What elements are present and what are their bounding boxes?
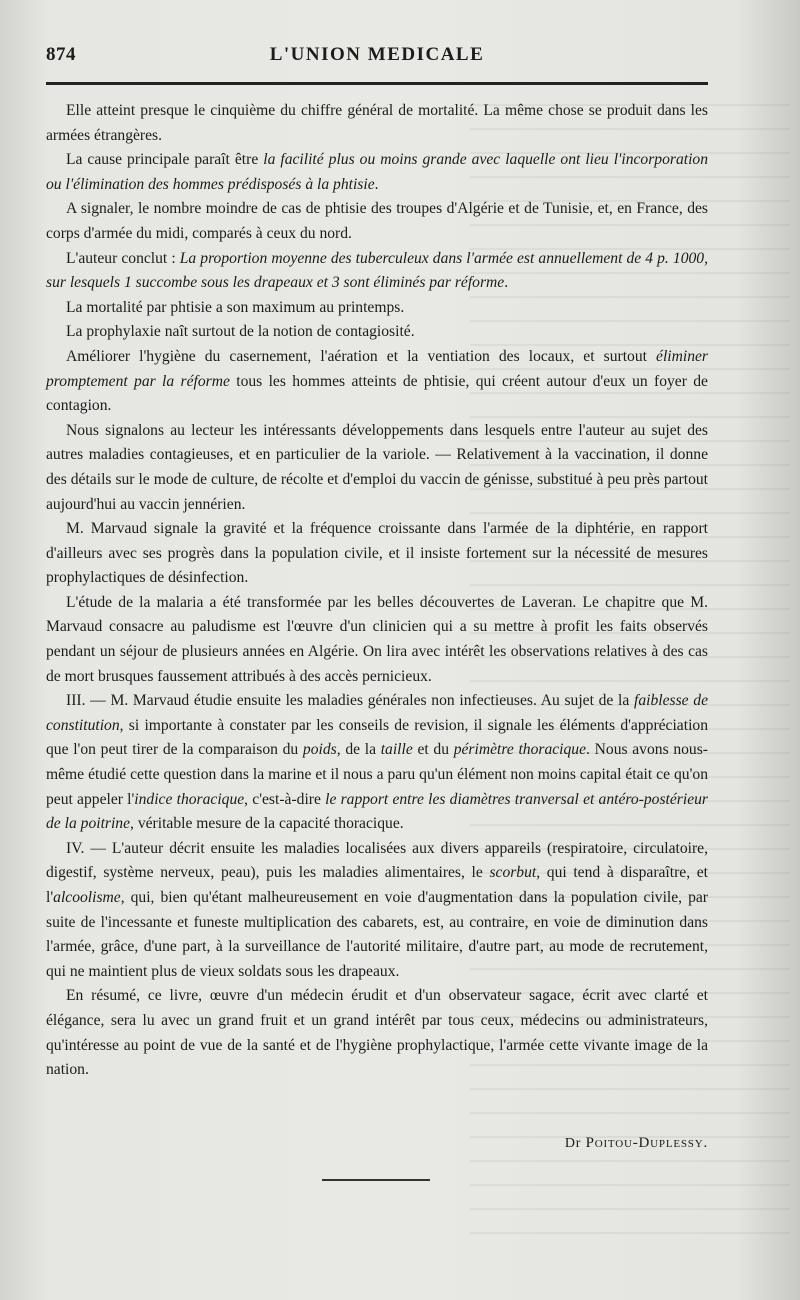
paragraph [46, 320, 708, 345]
italic-text: faiblesse de constitution [46, 692, 709, 734]
text-run: La mortalité par phtisie a son maximum au printemps. [66, 298, 405, 316]
text-run: La cause principale paraît être [66, 151, 264, 169]
italic-text: scorbut [489, 864, 537, 882]
paragraph [46, 984, 708, 1082]
text-run: Nous signalons au lecteur les intéressants développements dans lesquels entre l'auteur au sujet des autres maladies contagieuses, et en particulier de la variole. — Relativement à la vaccination, il donne des détails sur le mode de culture, de récolte et d'emploi du vaccin de génisse, substitué à peu près partout aujourd'hui au vaccin jennérien. [46, 421, 708, 513]
italic-text: le rapport entre les diamètres tranversal et antéro-postérieur de la poitrine [46, 790, 708, 833]
paragraph [46, 345, 708, 419]
text-run: IV. — L'auteur décrit ensuite les maladies localisées aux divers appareils (respiratoire, circulatoire, digestif, système nerveux, peau), puis les maladies alimentaires, le [46, 839, 708, 882]
paragraph [46, 99, 708, 148]
text-run: , qui tend à disparaître, et l' [46, 864, 709, 906]
italic-text: indice thoracique [134, 790, 245, 808]
text-run: , si importante à constater par les conseils de revision, il signale les éléments d'appréciation que l'on peut tirer de la comparaison du [46, 716, 708, 759]
text-run: , de la [336, 741, 381, 759]
text-run: Améliorer l'hygiène du casernement, l'aération et la ventiation des locaux, et surtout [66, 347, 657, 365]
end-rule [322, 1179, 430, 1181]
text-run: . [504, 274, 509, 292]
paragraph [46, 247, 708, 296]
paragraph [46, 197, 708, 246]
page-header [46, 44, 708, 74]
paragraph [46, 419, 708, 517]
italic-text: alcoolisme [53, 889, 121, 906]
paragraph [46, 296, 708, 321]
paragraph [46, 517, 708, 591]
text-run: tous les hommes atteints de phtisie, qui créent autour d'eux un foyer de contagion. [46, 372, 708, 415]
paragraph [46, 837, 708, 985]
italic-text: périmètre thoracique [453, 741, 587, 759]
signature-name: Poitou-Duplessy. [585, 1135, 708, 1151]
text-run: L'étude de la malaria a été transformée par les belles découvertes de Laveran. Le chapitre que M. Marvaud consacre au paludisme est l'œuvre d'un clinicien qui a su mettre à profit les faits observés pendant un séjour de plusieurs années en Algérie. On lira avec intérêt les observations relatives à des cas de mort brusques faussement attribués à des accès pernicieux. [46, 593, 708, 685]
page-number: 874 [46, 44, 76, 65]
text-run: , c'est-à-dire [244, 790, 326, 808]
paragraph [46, 591, 708, 689]
italic-text: la facilité plus ou moins grande avec laquelle ont lieu l'incorporation ou l'élimination des hommes prédisposés à la phtisie [46, 151, 709, 193]
text-run: Elle atteint presque le cinquième du chiffre général de mortalité. La même chose se produit dans les armées étrangères. [46, 102, 708, 144]
text-run: La prophylaxie naît surtout de la notion de contagiosité. [66, 323, 415, 341]
italic-text: éliminer promptement par la réforme [46, 347, 708, 390]
text-run: En résumé, ce livre, œuvre d'un médecin érudit et d'un observateur sagace, écrit avec clarté et élégance, sera lu avec un grand fruit et un grand intérêt par tous ceux, médecins ou administrateurs, qu'intéresse au point de vue de la santé et de l'hygiène prophylactique, l'armée cette vivante image de la nation. [46, 987, 708, 1079]
paragraph [46, 148, 708, 197]
paragraph [46, 689, 708, 837]
text-run: A signaler, le nombre moindre de cas de phtisie des troupes d'Algérie et de Tunisie, et, en France, des corps d'armée du midi, comparés à ceux du nord. [46, 200, 708, 242]
header-rule [46, 82, 708, 85]
text-run: L'auteur conclut : [66, 249, 180, 267]
body-text [46, 99, 708, 1083]
italic-text: poids [302, 741, 337, 759]
text-run: . Nous avons nous-même étudié cette question dans la marine et il nous a paru qu'un élément non moins capital était ce qu'on peut appeler l' [46, 741, 708, 808]
italic-text: La proportion moyenne des tuberculeux dans l'armée est annuellement de 4 p. 1000, sur lesquels 1 succombe sous les drapeaux et 3 sont éliminés par réforme [46, 249, 708, 292]
text-run: III. — M. Marvaud étudie ensuite les maladies générales non infectieuses. Au sujet de la [66, 692, 635, 710]
text-run: , qui, bien qu'étant malheureusement en voie d'augmentation dans la population civile, par suite de l'incessante et funeste multiplication des cabarets, est, au contraire, en voie de diminution dans l'armée, grâce, d'une part, à la surveillance de l'autorité militaire, d'autre part, au mode de recrutement, qui ne maintient plus de vieux soldats sous les drapeaux. [46, 889, 708, 980]
text-run: . [374, 175, 379, 193]
italic-text: taille [380, 741, 413, 759]
signature-prefix: Dr [564, 1136, 582, 1151]
running-title: L'UNION MEDICALE [269, 44, 485, 65]
signature [46, 1135, 708, 1152]
text-run: M. Marvaud signale la gravité et la fréquence croissante dans l'armée de la diphtérie, en rapport d'ailleurs avec ses progrès dans la population civile, et il insiste fortement sur la nécessité de mesures prophylactiques de désinfection. [46, 520, 708, 587]
text-run: et du [412, 741, 454, 759]
text-run: , véritable mesure de la capacité thoracique. [130, 815, 404, 833]
